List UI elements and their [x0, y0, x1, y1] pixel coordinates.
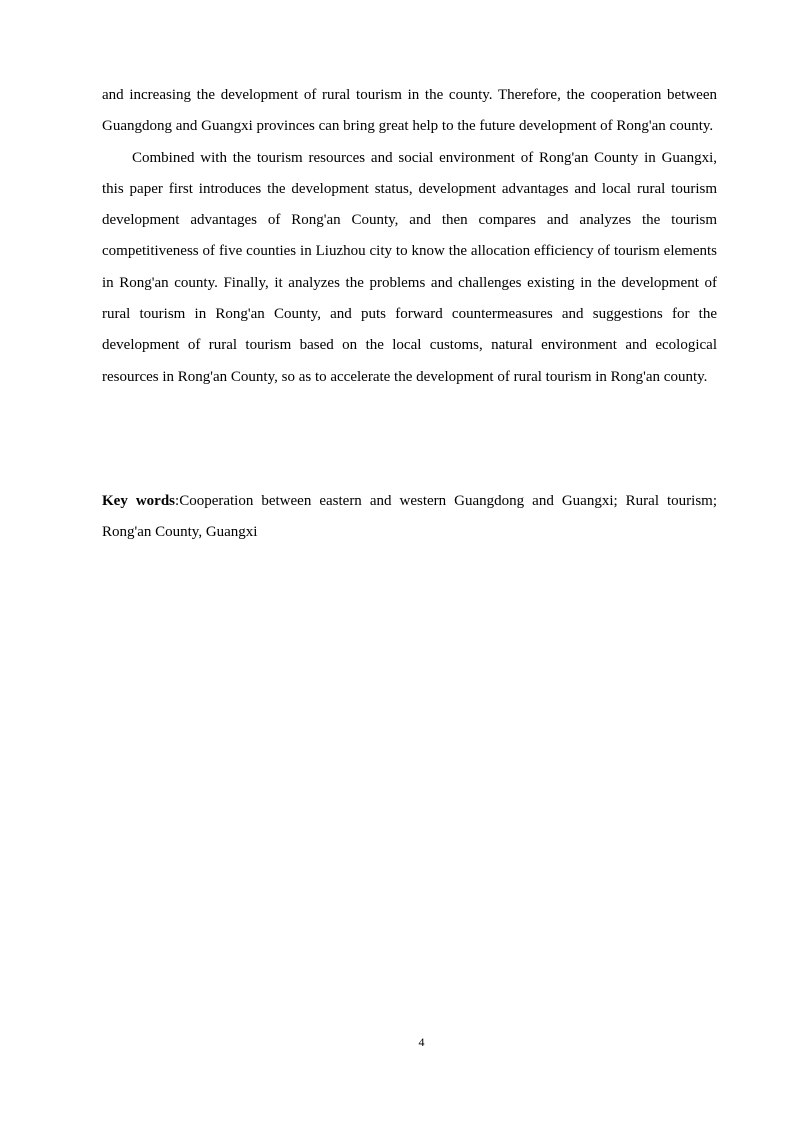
keywords-separator: :: [175, 493, 180, 509]
paragraph-continuation: and increasing the development of rural tourism in the county. Therefore, the cooperation between Guangdong and Guangxi provinces can bring great help to the future development of Rong'an county.: [102, 87, 717, 135]
keywords-label: Key words: [102, 493, 176, 509]
abstract-body: [102, 80, 717, 393]
keywords-line: [102, 486, 717, 549]
page-number: 4: [418, 1035, 425, 1049]
paragraph-summary: Combined with the tourism resources and social environment of Rong'an County in Guangxi, this paper first introduces the development status, development advantages and local rural tourism development advantages of Rong'an County, and then compares and analyzes the tourism competitiveness of five counties in Liuzhou city to know the allocation efficiency of tourism elements in Rong'an county. Finally, it analyzes the problems and challenges existing in the development of rural tourism in Rong'an County, and puts forward countermeasures and suggestions for the development of rural tourism based on the local customs, natural environment and ecological resources in Rong'an County, so as to accelerate the development of rural tourism in Rong'an county.: [102, 149, 717, 385]
keywords-text: Cooperation between eastern and western Guangdong and Guangxi; Rural tourism; Rong'an County, Guangxi: [102, 493, 718, 541]
